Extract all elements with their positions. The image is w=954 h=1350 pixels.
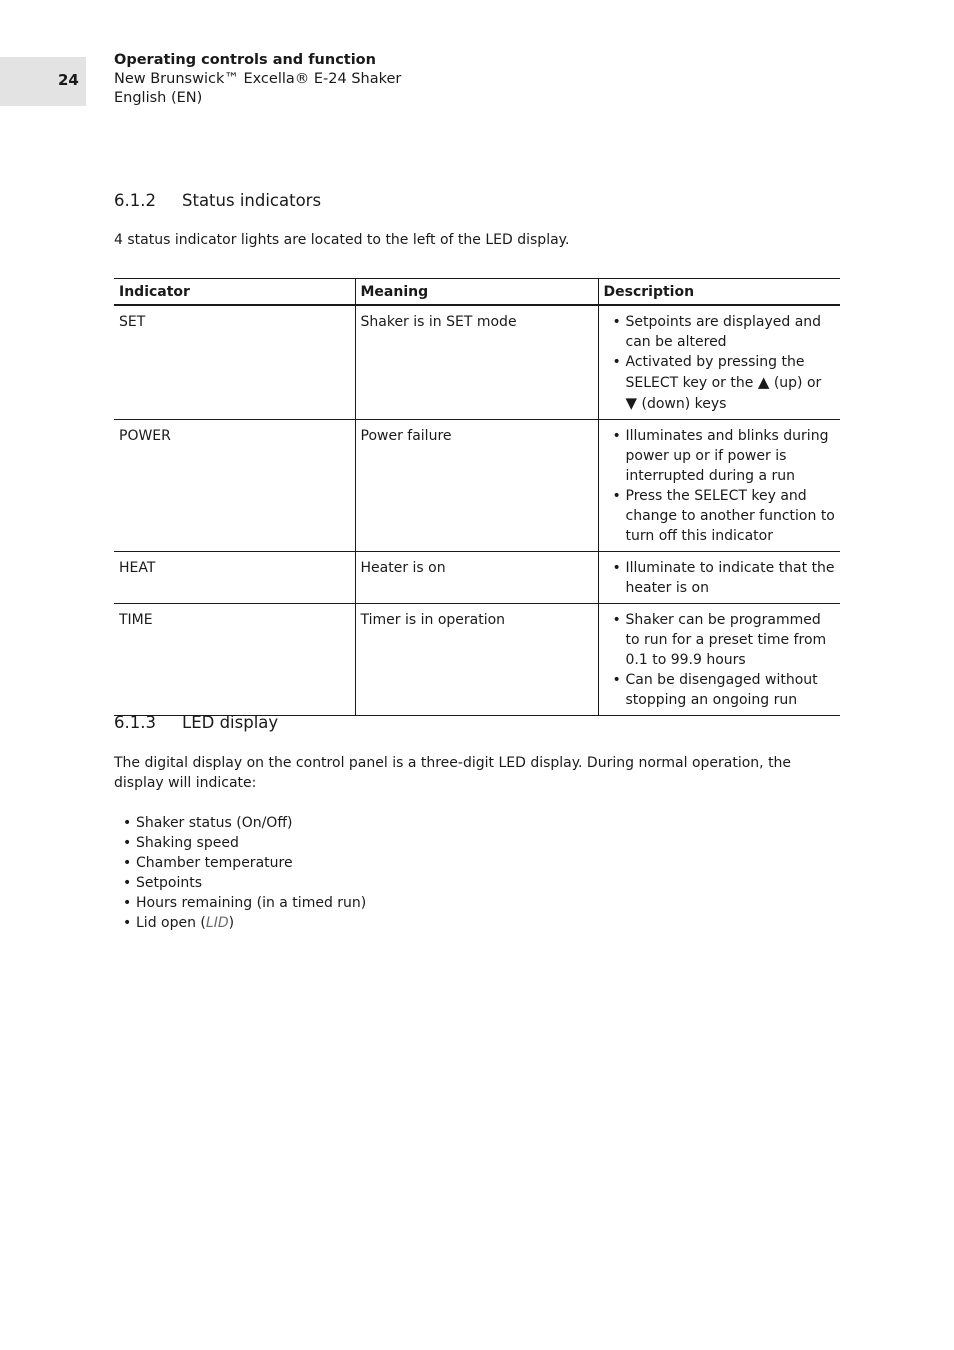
list-item-text: Lid open ( — [136, 915, 206, 931]
section-title: LED display — [182, 713, 279, 732]
bullet-text: (up) or — [773, 375, 822, 391]
table-row — [114, 420, 840, 552]
description-bullet: • Setpoints are displayed and can be altered — [626, 312, 836, 352]
column-header-indicator: Indicator — [114, 279, 355, 306]
indicator-cell: HEAT — [114, 552, 355, 604]
status-indicator-table — [114, 278, 840, 716]
list-item — [136, 913, 366, 933]
description-bullet — [626, 352, 836, 414]
table-row — [114, 552, 840, 604]
section-heading-led-display — [114, 712, 278, 734]
section-number: 6.1.3 — [114, 713, 156, 732]
column-header-meaning: Meaning — [355, 279, 598, 306]
section-heading-status-indicators — [114, 190, 321, 212]
description-bullet: • Illuminate to indicate that the heater is on — [626, 558, 836, 598]
section-number: 6.1.2 — [114, 191, 156, 210]
led-intro: The digital display on the control panel is a three-digit LED display. During normal operation, the display will indicate: — [114, 755, 792, 791]
indicator-cell: POWER — [114, 420, 355, 552]
list-item: • Shaking speed — [136, 833, 366, 853]
list-item: • Setpoints — [136, 873, 366, 893]
meaning-cell: Power failure — [355, 420, 598, 552]
list-item: • Shaker status (On/Off) — [136, 813, 366, 833]
meaning-cell: Timer is in operation — [355, 604, 598, 716]
indicator-cell: SET — [114, 305, 355, 420]
chapter-title: Operating controls and function — [114, 52, 376, 68]
description-cell — [598, 305, 840, 420]
bullet-text: (down) keys — [641, 396, 727, 412]
status-intro: 4 status indicator lights are located to the left of the LED display. — [114, 232, 570, 248]
section-title: Status indicators — [182, 191, 322, 210]
bullet-text: Activated by pressing the SELECT key or the — [625, 354, 805, 391]
lid-code: LID — [205, 915, 229, 931]
meaning-cell: Heater is on — [355, 552, 598, 604]
description-bullet: • Press the SELECT key and change to another function to turn off this indicator — [626, 486, 836, 546]
table-row — [114, 305, 840, 420]
table-header-row — [114, 279, 840, 306]
description-bullet: • Shaker can be programmed to run for a preset time from 0.1 to 99.9 hours — [626, 610, 836, 670]
list-item: • Chamber temperature — [136, 853, 366, 873]
column-header-description: Description — [598, 279, 840, 306]
description-cell — [598, 552, 840, 604]
description-cell — [598, 604, 840, 716]
meaning-cell: Shaker is in SET mode — [355, 305, 598, 420]
up-arrow-icon: ▲ — [757, 373, 770, 391]
description-cell — [598, 420, 840, 552]
led-indication-list — [114, 813, 366, 933]
page-number: 24 — [58, 71, 79, 89]
language-label: English (EN) — [114, 90, 203, 106]
indicator-cell: TIME — [114, 604, 355, 716]
description-bullet: • Illuminates and blinks during power up or if power is interrupted during a run — [626, 426, 836, 486]
running-header — [114, 51, 401, 108]
down-arrow-icon: ▼ — [625, 394, 638, 412]
list-item: • Hours remaining (in a timed run) — [136, 893, 366, 913]
list-item-text: ) — [228, 915, 235, 931]
table-row — [114, 604, 840, 716]
description-bullet: • Can be disengaged without stopping an ongoing run — [626, 670, 836, 710]
product-name: New Brunswick™ Excella® E-24 Shaker — [114, 71, 402, 87]
